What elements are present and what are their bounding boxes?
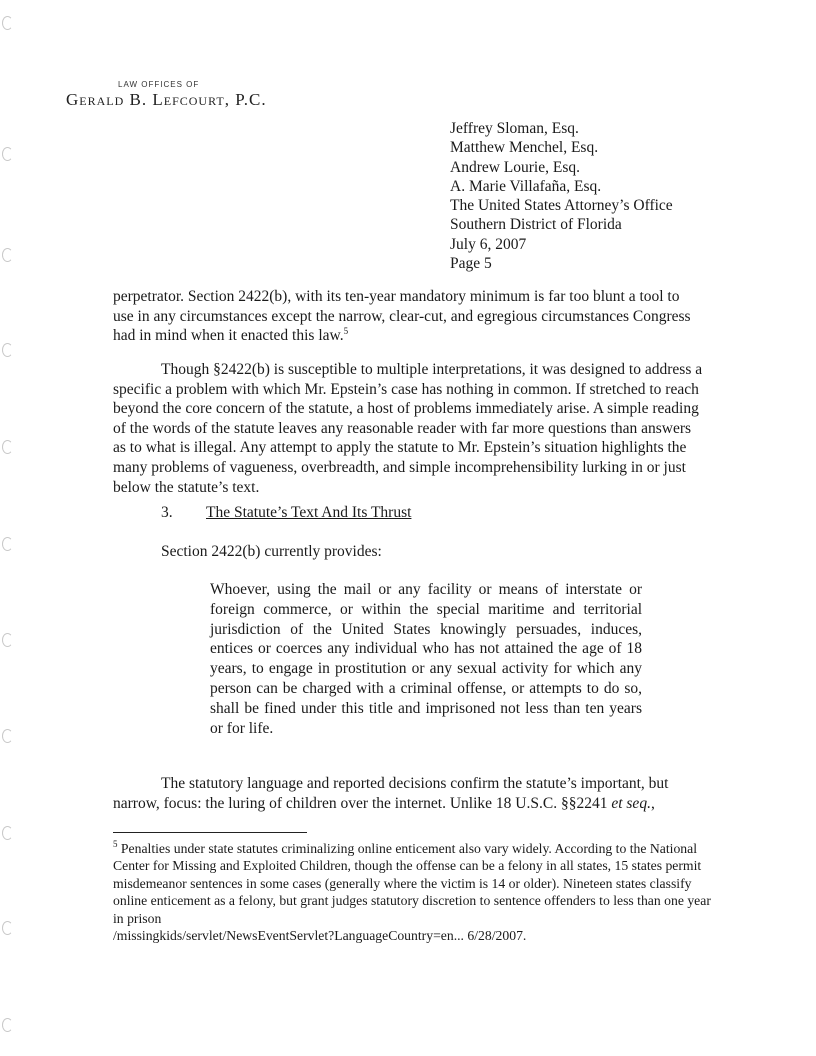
footnote-number: 5 — [113, 839, 118, 849]
footnote-reference: 5 — [343, 326, 349, 337]
footnote-text: Penalties under state statutes criminalizing online enticement also vary widely. According to the National Center for Missing and Exploited Children, though the offense can be a felony in all states, 15 states permit misdemeanor sentences in some cases (generally where the victim is 14 or older). Nineteen states classify online enticement as a felony, but grant judges statutory discretion to sentence offenders to less than one year in prison — [113, 841, 711, 926]
punch-hole-mark — [2, 16, 13, 30]
letterhead-firm-name: Gerald B. Lefcourt, P.C. — [66, 90, 267, 109]
statute-block-quote: Whoever, using the mail or any facility or means of interstate or foreign commerce, or within the special maritime and territorial jurisdiction of the United States knowingly persuades, induces, entices or coerces any individual who has not attained the age of 18 years, to engage in prostitution or any sexual activity for which any person can be charged with a criminal offense, or attempts to do so, shall be fined under this title and imprisoned not less than ten years or for life. — [210, 581, 642, 737]
punch-hole-mark — [2, 248, 13, 262]
address-line: Southern District of Florida — [450, 216, 622, 234]
italic-citation: et seq. — [611, 794, 651, 812]
paragraph-tail: , — [650, 794, 655, 812]
section-number: 3. — [161, 504, 173, 521]
paragraph-text: perpetrator. Section 2422(b), with its ten-year mandatory minimum is far too blunt a tool to use in any circumstances except the narrow, clear-cut, and egregious circumstances Congress had in mind when it enacted this law. — [113, 288, 691, 345]
footnote-divider — [113, 832, 307, 833]
address-line: Matthew Menchel, Esq. — [450, 139, 599, 157]
body-paragraph-1 — [113, 287, 703, 346]
paragraph-text: The statutory language and reported decisions confirm the statute’s important, but narrow, focus: the luring of children over the internet. Unlike 18 U.S.C. §§2241 — [113, 775, 669, 812]
body-paragraph-2: Though §2422(b) is susceptible to multiple interpretations, it was designed to address a specific a problem with which Mr. Epstein’s case has nothing in common. If stretched to reach beyond the core concern of the statute, a host of problems immediately arise. A simple reading of the words of the statute leaves any reasonable reader with far more questions than answers as to what is illegal. Any attempt to apply the statute to Mr. Epstein’s situation highlights the many problems of vagueness, overbreadth, and simple incomprehensibility lurking in or just below the statute’s text. — [113, 361, 703, 496]
punch-hole-mark — [2, 921, 13, 935]
address-line: Andrew Lourie, Esq. — [450, 158, 580, 176]
address-line: The United States Attorney’s Office — [450, 197, 673, 215]
footnote-url: /missingkids/servlet/NewsEventServlet?LanguageCountry=en... 6/28/2007. — [113, 928, 527, 944]
address-block — [450, 119, 673, 273]
statute-lead-in: Section 2422(b) currently provides: — [161, 543, 382, 560]
address-line: Jeffrey Sloman, Esq. — [450, 120, 579, 137]
page-number: Page 5 — [450, 255, 492, 273]
footnote — [113, 840, 713, 944]
punch-hole-mark — [2, 537, 13, 551]
address-line: A. Marie Villafaña, Esq. — [450, 177, 602, 195]
punch-hole-mark — [2, 1018, 13, 1032]
letter-date: July 6, 2007 — [450, 235, 527, 253]
punch-hole-mark — [2, 343, 13, 357]
punch-hole-mark — [2, 633, 13, 647]
punch-hole-mark — [2, 147, 13, 161]
punch-hole-mark — [2, 826, 13, 840]
section-heading — [161, 504, 411, 522]
punch-hole-mark — [2, 729, 13, 743]
letterhead-label: LAW OFFICES OF — [118, 80, 200, 89]
punch-hole-mark — [2, 440, 13, 454]
section-title: The Statute’s Text And Its Thrust — [206, 504, 412, 521]
body-paragraph-3 — [113, 774, 703, 813]
